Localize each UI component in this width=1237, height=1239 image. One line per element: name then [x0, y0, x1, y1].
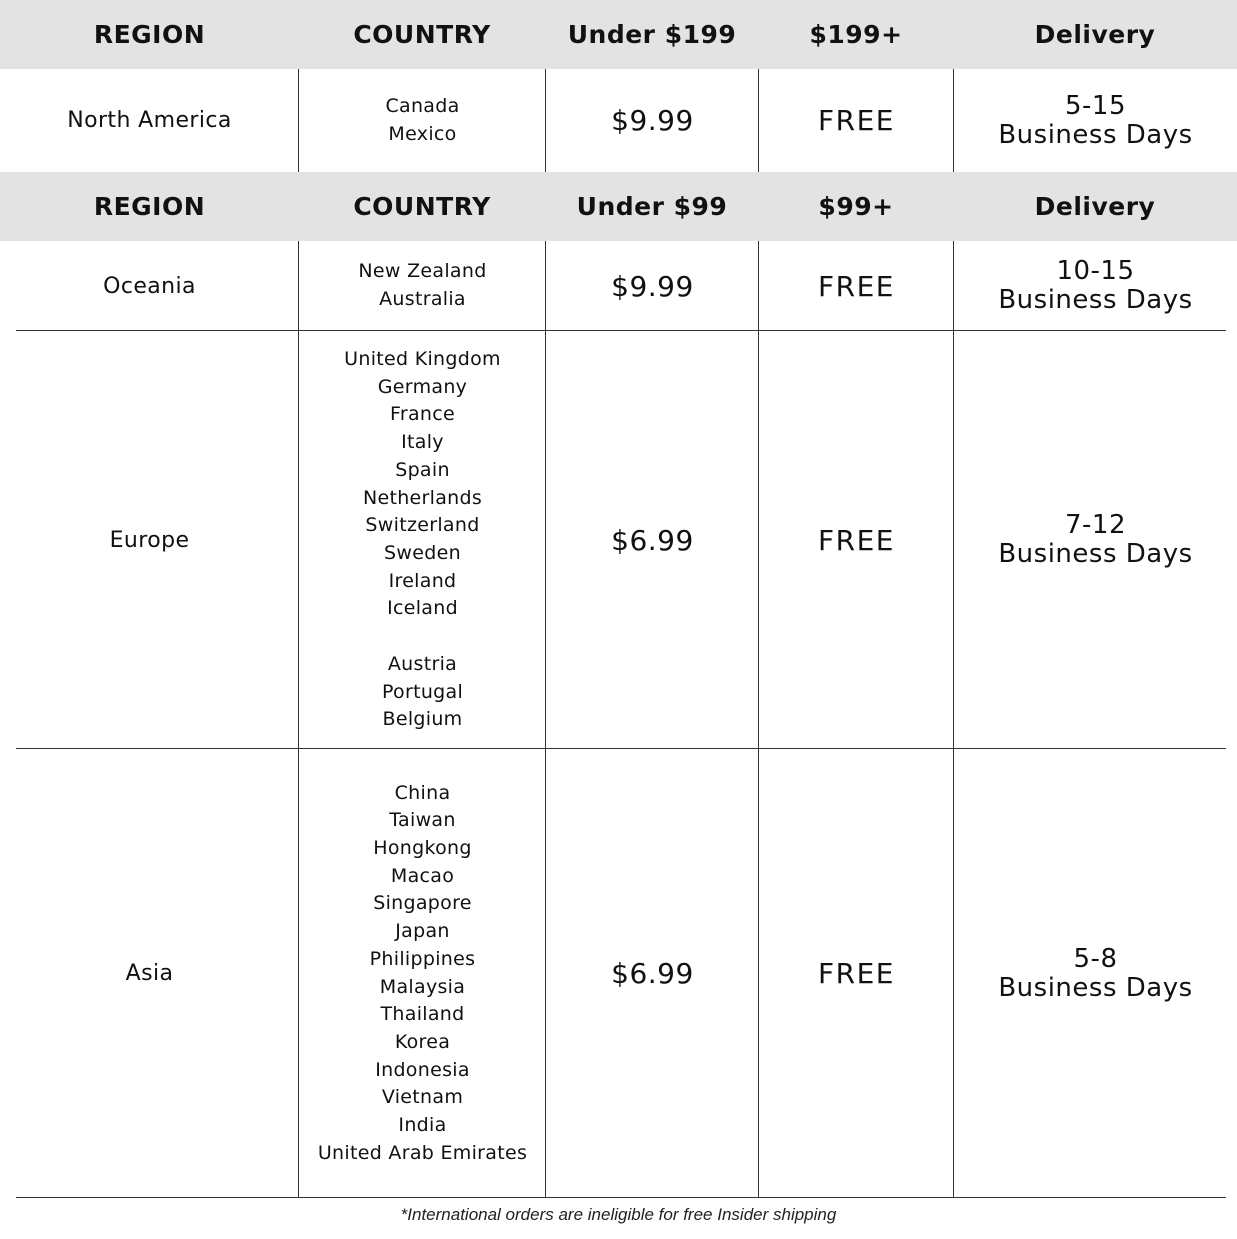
country-list	[298, 241, 546, 331]
delivery-unit: Business Days	[998, 539, 1193, 569]
over-price: FREE	[818, 269, 895, 303]
table-row	[0, 331, 1237, 749]
under-price-cell	[545, 331, 759, 749]
country-name: Germany	[377, 375, 468, 398]
country-name: Philippines	[369, 947, 476, 970]
header-over-price: $199+	[809, 20, 903, 49]
delivery-days: 10-15	[1056, 256, 1135, 286]
country-name: Canada	[385, 94, 460, 117]
delivery-unit: Business Days	[998, 972, 1193, 1003]
country-name: Thailand	[380, 1003, 465, 1026]
delivery-cell	[953, 749, 1237, 1198]
table-header	[0, 0, 1237, 69]
country-list	[298, 69, 546, 172]
over-price-cell	[758, 241, 954, 331]
country-name: Austria	[387, 652, 458, 675]
under-price-cell	[545, 749, 759, 1198]
delivery-days: 7-12	[1064, 510, 1126, 540]
region-cell	[0, 69, 299, 172]
country-name: Ireland	[388, 569, 457, 592]
region-name: Europe	[109, 527, 190, 553]
header-country: COUNTRY	[353, 20, 491, 49]
header-region: REGION	[93, 192, 206, 221]
country-name: United Kingdom	[344, 348, 501, 371]
under-price-cell	[545, 241, 759, 331]
country-name: Australia	[379, 288, 466, 310]
country-name: Macao	[390, 864, 455, 887]
header-country: COUNTRY	[353, 192, 491, 221]
region-cell	[0, 331, 299, 749]
country-name: India	[398, 1114, 447, 1137]
country-list	[298, 749, 546, 1198]
footnote	[0, 1205, 1237, 1225]
over-price: FREE	[818, 104, 895, 137]
country-name: Iceland	[387, 597, 458, 620]
delivery-cell	[953, 69, 1237, 172]
country-name: China	[394, 781, 451, 804]
delivery-cell	[953, 331, 1237, 749]
header-delivery: Delivery	[1034, 20, 1156, 49]
region-cell	[0, 241, 299, 331]
country-name: Italy	[401, 431, 444, 454]
delivery-cell	[953, 241, 1237, 331]
over-price-cell	[758, 331, 954, 749]
table-row	[0, 241, 1237, 331]
header-under-price: Under $99	[576, 192, 728, 221]
country-name: Switzerland	[365, 514, 480, 537]
country-name: Portugal	[381, 680, 464, 703]
region-name: Oceania	[103, 273, 196, 299]
table-row	[0, 69, 1237, 172]
country-name: Korea	[394, 1030, 451, 1053]
over-price-cell	[758, 749, 954, 1198]
over-price-cell	[758, 69, 954, 172]
under-price-cell	[545, 69, 759, 172]
under-price: $9.99	[611, 104, 694, 137]
header-over-price: $99+	[818, 192, 894, 221]
country-name: Taiwan	[389, 809, 456, 832]
header-region: REGION	[93, 20, 206, 49]
country-name: Vietnam	[381, 1086, 464, 1109]
country-name: France	[390, 403, 455, 426]
country-list	[298, 331, 546, 749]
country-name: Netherlands	[362, 486, 483, 509]
footnote-suffix: shipping	[768, 1205, 837, 1224]
header-under-price: Under $199	[567, 20, 737, 49]
delivery-days: 5-15	[1064, 90, 1126, 121]
country-name: Sweden	[384, 542, 461, 564]
region-name: North America	[67, 108, 232, 133]
table-header	[0, 172, 1237, 241]
header-delivery: Delivery	[1034, 192, 1156, 221]
under-price: $6.99	[611, 523, 694, 557]
region-cell	[0, 749, 299, 1198]
delivery-unit: Business Days	[998, 285, 1193, 315]
country-name: Singapore	[373, 892, 472, 915]
country-name: Indonesia	[375, 1058, 470, 1081]
country-name: Japan	[395, 920, 450, 943]
country-name: Belgium	[382, 708, 463, 731]
country-name: Hongkong	[373, 836, 472, 859]
region-name: Asia	[125, 961, 174, 986]
country-name: Spain	[395, 458, 450, 481]
country-name: Mexico	[388, 122, 457, 145]
footnote-emphasis: Insider	[717, 1205, 769, 1224]
delivery-days: 5-8	[1073, 943, 1118, 974]
country-name: New Zealand	[358, 260, 487, 283]
table-row	[0, 749, 1237, 1198]
delivery-unit: Business Days	[998, 119, 1193, 150]
over-price: FREE	[818, 523, 895, 557]
over-price: FREE	[818, 957, 895, 990]
country-name: United Arab Emirates	[317, 1141, 528, 1164]
country-name: Malaysia	[379, 975, 466, 998]
under-price: $6.99	[611, 957, 694, 990]
under-price: $9.99	[611, 269, 694, 303]
footnote-prefix: *International orders are ineligible for free	[400, 1205, 718, 1224]
